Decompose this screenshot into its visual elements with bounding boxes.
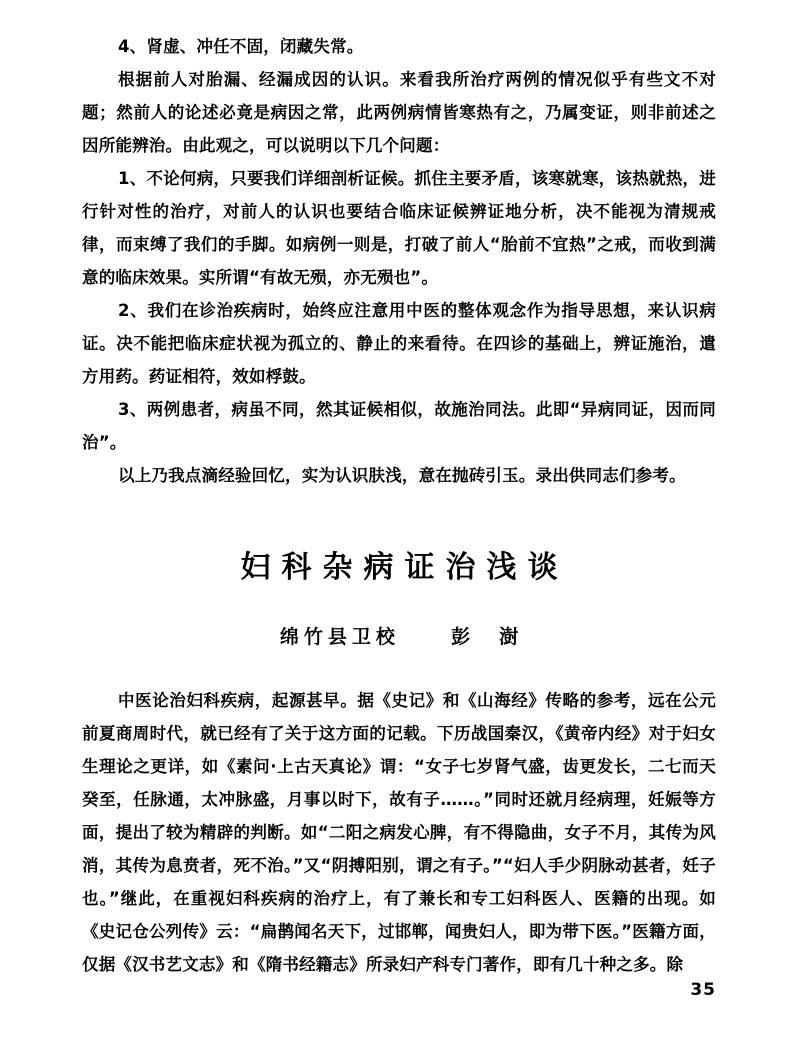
paragraph: 根据前人对胎漏、经漏成因的认识。来看我所治疗两例的情况似乎有些文不对题；然前人的论述必竟是病因之常，此两例病情皆寒热有之，乃属变证，则非前述之因所能辨治。由此观之，可以说明以下几个问题： xyxy=(82,70,716,155)
paragraph: 以上乃我点滴经验回忆，实为认识肤浅，意在抛砖引玉。录出供同志们参考。 xyxy=(118,466,686,485)
author-name: 彭 澍 xyxy=(451,626,524,648)
paragraph: 3、两例患者，病虽不同，然其证候相似，故施治同法。此即“异病同证，因而同治”。 xyxy=(82,400,716,452)
page-number: 35 xyxy=(690,980,716,1000)
byline xyxy=(82,622,716,652)
list-item: 4、肾虚、冲任不固，闭藏失常。 xyxy=(118,37,364,56)
author-affiliation: 绵竹县卫校 xyxy=(279,626,400,648)
article-body xyxy=(82,684,716,981)
paragraph: 2、我们在诊治疾病时，始终应注意用中医的整体观念作为指导思想，来认识病证。决不能把临床症状视为孤立的、静止的来看待。在四诊的基础上，辨证施治，遣方用药。药证相符，效如桴鼓。 xyxy=(82,301,716,386)
article-title: 妇科杂病证治浅谈 xyxy=(240,550,569,585)
paragraph: 1、不论何病，只要我们详细剖析证候。抓住主要矛盾，该寒就寒，该热就热，进行针对性的治疗，对前人的认识也要结合临床证候辨证地分析，决不能视为清规戒律，而束缚了我们的手脚。如病例一则是，打破了前人“胎前不宜热”之戒，而收到满意的临床效果。实所谓“有故无殒，亦无殒也”。 xyxy=(82,169,716,287)
paragraph: 中医论治妇科疾病，起源甚早。据《史记》和《山海经》传略的参考，远在公元前夏商周时代，就已经有了关于这方面的记载。下历战国秦汉，《黄帝内经》对于妇女生理论之更详，如《素问·上古天真论》谓：“女子七岁肾气盛，齿更发长，二七而天癸至，任脉通，太冲脉盛，月事以时下，故有子……。”同时还就月经病理，妊娠等方面，提出了较为精辟的判断。如“二阳之病发心脾，有不得隐曲，女子不月，其传为风消，其传为息贲者，死不治。”又“阴搏阳别，谓之有子。”“妇人手少阴脉动甚者，妊子也。”继此，在重视妇科疾病的治疗上，有了兼长和专工妇科医人、医籍的出现。如《史记仓公列传》云：“扁鹊闻名天下，过邯郸，闻贵妇人，即为带下医。”医籍方面，仅据《汉书艺文志》和《隋书经籍志》所录妇产科专门著作，即有几十种之多。除 xyxy=(82,691,716,974)
